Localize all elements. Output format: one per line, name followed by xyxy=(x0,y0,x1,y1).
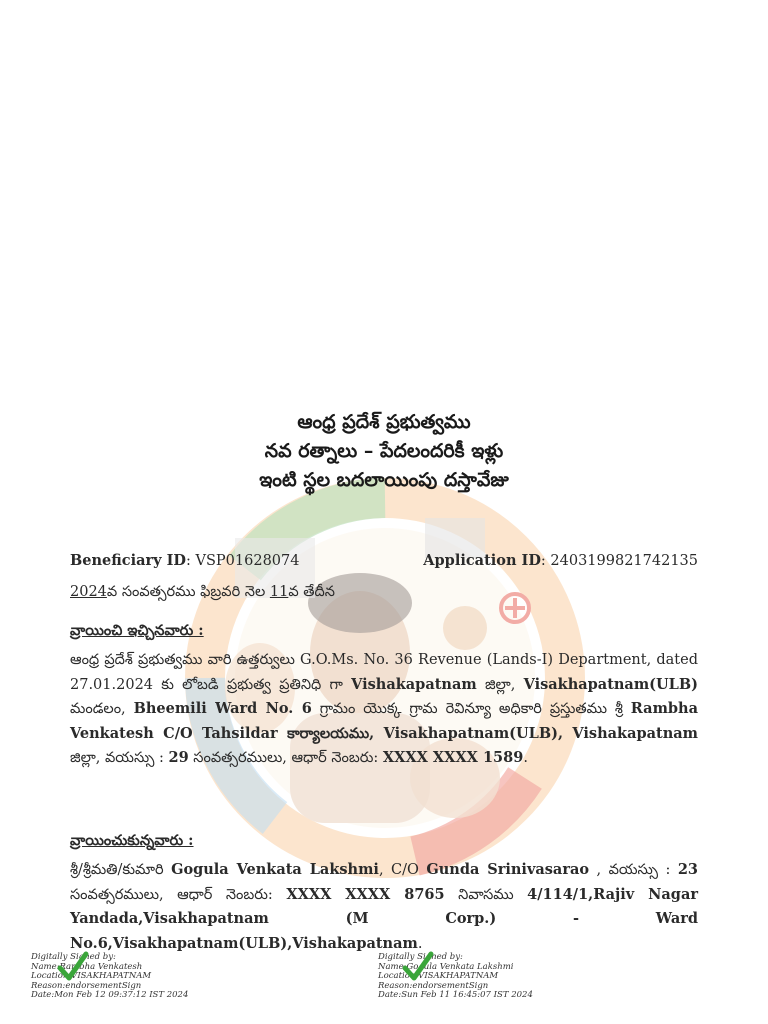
beneficiary-id: Beneficiary ID: VSP01628074 xyxy=(70,552,300,569)
grantor-aadhaar: XXXX XXXX 1589 xyxy=(382,749,524,766)
digital-signature-1: Digitally Signed by: Name:Rambha Venkatesh Location:VISAKHAPATNAM Reason:endorsementSign Date:Mon Feb 12 09:37:12 IST 2024 xyxy=(31,952,189,1000)
title-deed: ఇంటి స్థల బదలాయింపు దస్తావేజు xyxy=(259,469,509,491)
deed-day: 11 xyxy=(269,584,289,600)
application-id-value: 2403199821742135 xyxy=(550,553,698,569)
grantee-aadhaar: XXXX XXXX 8765 xyxy=(286,885,445,903)
grantee-heading: వ్రాయించుకున్నవారు : xyxy=(70,832,194,849)
title-government: ఆంధ్ర ప్రదేశ్ ప్రభుత్వము xyxy=(297,411,471,433)
checkmark-icon xyxy=(56,950,90,984)
deed-year: 2024 xyxy=(70,584,107,600)
grantor-paragraph: ఆంధ్ర ప్రదేశ్ ప్రభుత్వము వారి ఉత్తర్వులు G.O.Ms. No. 36 Revenue (Lands-I) Department, dated 27.01.2024 కు లోబడి ప్రభుత్వ ప్రతినిధి గా Vishakapatnam జిల్లా, Visakhapatnam(ULB) మండలం, Bheemili Ward No. 6 గ్రామం యొక్క గ్రామ రెవిన్యూ అధికారి ప్రస్తుతము శ్రీ Rambha Venkatesh C/O Tahsildar కార్యాలయము, Visakhapatnam(ULB), Vishakapatnam జిల్లా, వయస్సు : 29 సంవత్సరములు, ఆధార్ నెంబరు: XXXX XXXX 1589. xyxy=(70,652,698,766)
digital-signature-2: Digitally Signed by: Name:Gogula Venkata Lakshmi Location:VISAKHAPATNAM Reason:endorsementSign Date:Sun Feb 11 16:45:07 IST 2024 xyxy=(378,952,533,1000)
grantee-paragraph: శ్రీ/శ్రీమతి/కుమారి Gogula Venkata Lakshmi, C/O Gunda Srinivasarao , వయస్సు : 23 సంవత్సరములు, ఆధార్ నెంబరు: XXXX XXXX 8765 నివాసము 4/114/1,Rajiv Nagar Yandada,Visakhapatnam (M Corp.) - Ward No.6,Visakhapatnam(ULB),Vishakapatnam. xyxy=(70,861,698,952)
grantee-name: Gogula Venkata Lakshmi xyxy=(171,861,379,878)
grantor-heading: వ్రాయించి ఇచ్చినవారు : xyxy=(70,622,204,639)
title-scheme: నవ రత్నాలు – పేదలందరికీ ఇళ్లు xyxy=(264,440,504,462)
deed-date: 2024వ సంవత్సరము ఫిబ్రవరి నెల 11వ తేదీన xyxy=(70,584,335,600)
checkmark-icon xyxy=(401,950,435,984)
application-id: Application ID: 2403199821742135 xyxy=(423,552,698,569)
beneficiary-id-value: VSP01628074 xyxy=(195,553,300,569)
document-title xyxy=(0,408,768,495)
